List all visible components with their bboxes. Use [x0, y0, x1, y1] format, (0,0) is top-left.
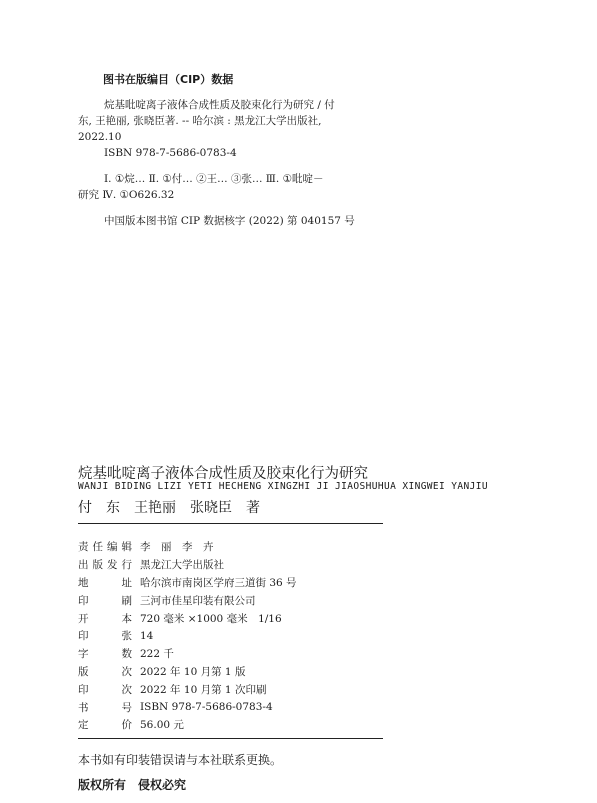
detail-label-char: 价 — [121, 719, 132, 732]
detail-label — [78, 664, 136, 679]
detail-label-char: 责 — [78, 541, 89, 554]
cip-line: 东, 王艳丽, 张晓臣著. -- 哈尔滨 : 黑龙江大学出版社, — [78, 115, 322, 127]
detail-label-char: 印 — [78, 630, 89, 643]
detail-label — [78, 575, 136, 590]
publication-details — [78, 538, 398, 734]
detail-label-char: 次 — [121, 665, 132, 678]
detail-label-char: 本 — [121, 612, 132, 625]
detail-row — [78, 574, 398, 592]
detail-label-char: 版 — [92, 559, 103, 572]
divider-top — [78, 523, 383, 524]
detail-label — [78, 611, 136, 626]
detail-row — [78, 680, 398, 698]
detail-value: ISBN 978-7-5686-0783-4 — [140, 701, 273, 714]
detail-label-char: 版 — [78, 665, 89, 678]
detail-row — [78, 538, 398, 556]
detail-value: 李 丽 李 卉 — [140, 541, 214, 554]
detail-label-char: 开 — [78, 612, 89, 625]
detail-row — [78, 663, 398, 681]
detail-label-char: 印 — [78, 594, 89, 607]
detail-label-char: 书 — [78, 701, 89, 714]
detail-value: 哈尔滨市南岗区学府三道街 36 号 — [140, 576, 297, 589]
detail-label-char: 任 — [92, 541, 103, 554]
detail-label — [78, 628, 136, 643]
detail-label-char: 号 — [121, 701, 132, 714]
detail-row — [78, 645, 398, 663]
printing-error-notice: 本书如有印装错误请与本社联系更换。 — [78, 753, 283, 767]
detail-label-char: 发 — [107, 559, 118, 572]
detail-row — [78, 591, 398, 609]
divider-bottom — [78, 738, 383, 739]
detail-label-char: 刷 — [121, 594, 132, 607]
detail-label-char: 次 — [121, 683, 132, 696]
copyright-notice: 版权所有 侵权必究 — [78, 778, 187, 792]
detail-row — [78, 716, 398, 734]
detail-label — [78, 646, 136, 661]
detail-label — [78, 682, 136, 697]
detail-row — [78, 627, 398, 645]
detail-label — [78, 557, 136, 572]
detail-label-char: 出 — [78, 559, 89, 572]
detail-row — [78, 698, 398, 716]
detail-label-char: 行 — [121, 559, 132, 572]
cip-line: 2022.10 — [78, 131, 122, 143]
detail-label-char: 址 — [121, 576, 132, 589]
detail-label-char: 字 — [78, 648, 89, 661]
detail-label — [78, 539, 136, 554]
cip-line: 研究 Ⅳ. ①O626.32 — [78, 189, 175, 201]
detail-row — [78, 609, 398, 627]
book-title-pinyin: WANJI BIDING LIZI YETI HECHENG XINGZHI JI JIAOSHUHUA XINGWEI YANJIU — [78, 481, 489, 492]
cip-heading: 图书在版编目（CIP）数据 — [103, 73, 234, 86]
detail-label-char: 地 — [78, 576, 89, 589]
detail-value: 黑龙江大学出版社 — [140, 559, 224, 572]
cip-line: 烷基吡啶离子液体合成性质及胶束化行为研究 / 付 — [104, 99, 335, 111]
detail-value: 2022 年 10 月第 1 次印刷 — [140, 683, 267, 696]
detail-label-char: 张 — [121, 630, 132, 643]
detail-value: 222 千 — [140, 648, 174, 661]
detail-label — [78, 717, 136, 732]
detail-label — [78, 700, 136, 715]
detail-label-char: 印 — [78, 683, 89, 696]
cip-isbn: ISBN 978-7-5686-0783-4 — [104, 147, 237, 159]
detail-value: 2022 年 10 月第 1 版 — [140, 665, 246, 678]
detail-label-char: 数 — [121, 648, 132, 661]
detail-row — [78, 556, 398, 574]
cip-record-number: 中国版本图书馆 CIP 数据核字 (2022) 第 040157 号 — [104, 215, 355, 227]
detail-value: 56.00 元 — [140, 719, 184, 732]
book-authors: 付 东 王艳丽 张晓臣 著 — [78, 500, 260, 516]
detail-label — [78, 593, 136, 608]
detail-value: 三河市佳星印装有限公司 — [140, 594, 256, 607]
book-title: 烷基吡啶离子液体合成性质及胶束化行为研究 — [78, 466, 368, 482]
cip-line: Ⅰ. ①烷… Ⅱ. ①付… ②王… ③张… Ⅲ. ①吡啶－ — [104, 173, 324, 185]
detail-value: 720 毫米 ×1000 毫米 1/16 — [140, 612, 282, 625]
detail-label-char: 编 — [107, 541, 118, 554]
detail-label-char: 辑 — [121, 541, 132, 554]
detail-label-char: 定 — [78, 719, 89, 732]
detail-value: 14 — [140, 629, 154, 642]
